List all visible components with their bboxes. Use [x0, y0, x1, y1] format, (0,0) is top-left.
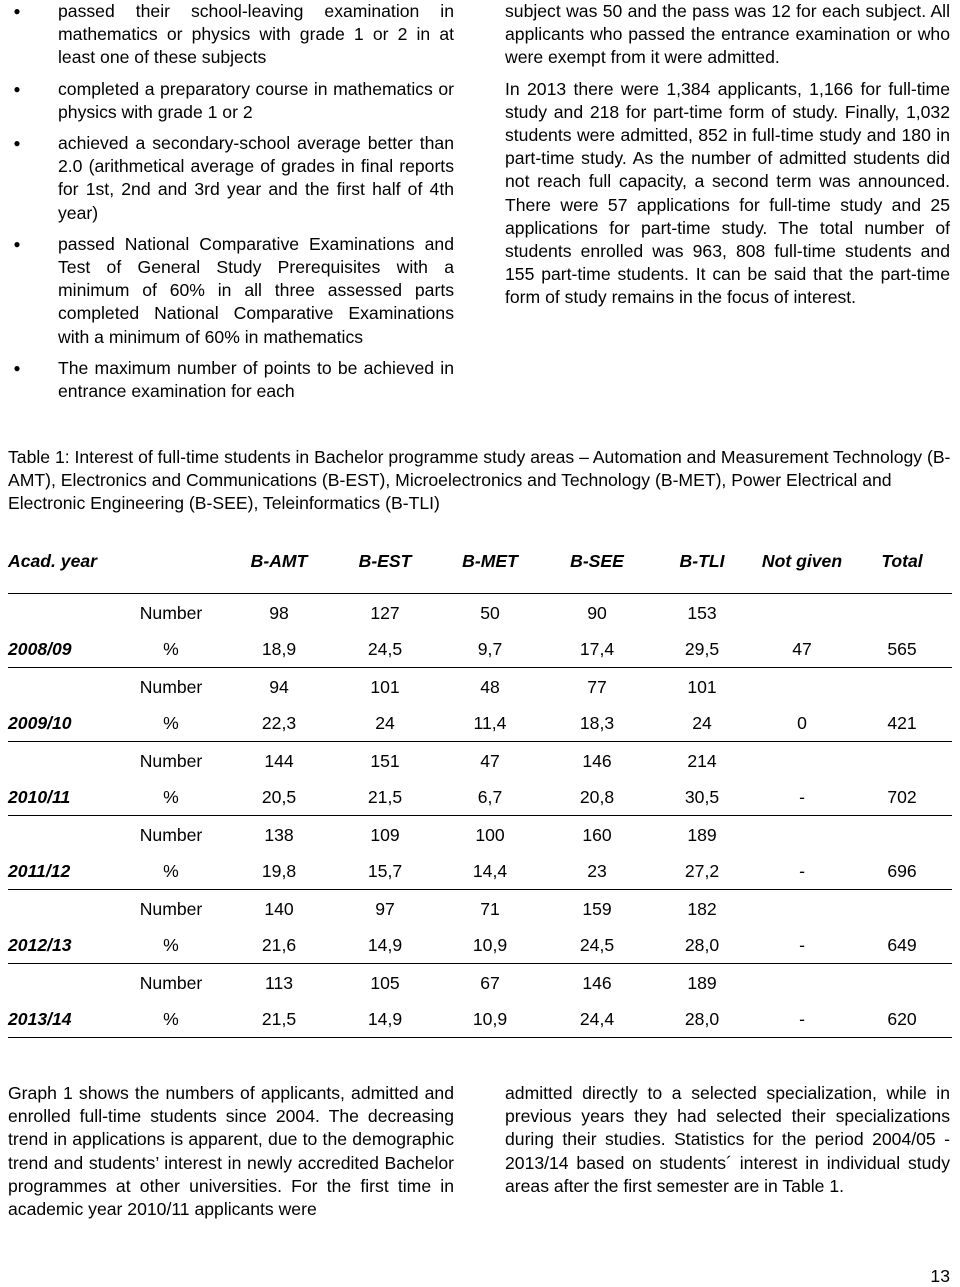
table-cell: 22,3 — [261, 712, 297, 733]
table-cell — [8, 816, 116, 854]
column-header: Acad. year — [8, 551, 97, 571]
table-cell: 48 — [480, 676, 500, 697]
bullet-icon: ● — [13, 360, 21, 375]
table-cell: 101 — [687, 676, 717, 697]
table-cell: % — [163, 934, 179, 955]
table-cell: 14,4 — [472, 860, 508, 881]
table-cell: 160 — [582, 824, 612, 845]
table-cell: - — [799, 860, 805, 881]
table-cell: 90 — [587, 602, 607, 623]
table-cell: 9,7 — [477, 638, 503, 659]
table-cell: 98 — [269, 602, 289, 623]
admission-criteria-list — [8, 0, 454, 403]
table-cell: 47 — [480, 750, 500, 771]
table-cell: 105 — [370, 972, 400, 993]
table-cell: 21,5 — [367, 786, 403, 807]
table-row — [8, 853, 952, 890]
left-column — [8, 0, 454, 411]
list-item: ● completed a preparatory course in mathematics or physics with grade 1 or 2 — [8, 78, 454, 124]
table-cell: 29,5 — [684, 638, 720, 659]
bottom-left-paragraph: Graph 1 shows the numbers of applicants, admitted and enrolled full-time students since 2004. The decreasing trend in applications is apparent, due to the demographic trend and students’ interest in newly accredited Bachelor programmes at other universities. For the first time in academic year 2010/11 applicants were — [8, 1083, 454, 1220]
table-cell: 21,5 — [261, 1008, 297, 1029]
table-cell: 146 — [582, 750, 612, 771]
bullet-icon: ● — [13, 81, 21, 96]
table-cell — [852, 964, 952, 1002]
table-cell: 702 — [887, 786, 917, 807]
table-cell: 0 — [797, 712, 807, 733]
table-cell: 182 — [687, 898, 717, 919]
table-cell: 15,7 — [367, 860, 403, 881]
table-cell: 565 — [887, 638, 917, 659]
table-cell: % — [163, 860, 179, 881]
table-cell — [752, 816, 852, 854]
bullet-icon: ● — [13, 136, 21, 151]
table-row — [8, 964, 952, 1002]
table-cell: - — [799, 786, 805, 807]
table-cell: - — [799, 1008, 805, 1029]
table-cell: 11,4 — [473, 712, 507, 733]
study-areas-table — [8, 530, 952, 1038]
table-cell: 151 — [370, 750, 400, 771]
page-number: 13 — [930, 1266, 950, 1286]
table-cell: 19,8 — [261, 860, 297, 881]
table-cell: 109 — [370, 824, 400, 845]
table-row — [8, 705, 952, 742]
table-cell: % — [163, 1008, 179, 1029]
table-cell: Number — [139, 676, 203, 697]
statistics-paragraph: In 2013 there were 1,384 applicants, 1,166 for full-time study and 218 for part-time form of study. Finally, 1,032 students were admitted, 852 in full-time study and 180 in part-time study. As the number of admitted students did not reach full capacity, a second term was announced. There were 57 applications for full-time study and 25 applications for part-time study. The total number of students enrolled was 963, 808 full-time students and 155 part-time students. It can be said that the part-time form of study remains in the focus of interest. — [505, 78, 950, 308]
table-row — [8, 890, 952, 928]
year-cell: 2011/12 — [8, 860, 71, 881]
table-cell: 127 — [370, 602, 400, 623]
table-body — [8, 594, 952, 1038]
table-cell — [8, 668, 116, 706]
column-header: Total — [881, 551, 923, 571]
table-cell — [752, 964, 852, 1002]
table-cell: 100 — [475, 824, 505, 845]
table-cell: 24,5 — [579, 934, 615, 955]
bottom-right-paragraph: admitted directly to a selected specialization, while in previous years they had selected their specializations during their studies. Statistics for the period 2004/05 - 2013/14 based on students´ interest in individual study areas after the first semester are in Table 1. — [505, 1083, 950, 1196]
table-cell: 28,0 — [684, 934, 720, 955]
column-header: B-SEE — [570, 551, 624, 571]
table-cell: 146 — [582, 972, 612, 993]
continuation-paragraph: subject was 50 and the pass was 12 for each subject. All applicants who passed the entrance examination or who were exempt from it were admitted. — [505, 1, 950, 68]
table-cell: 6,7 — [477, 786, 503, 807]
column-header — [116, 530, 226, 594]
table-cell: 23 — [587, 860, 607, 881]
table-cell: 50 — [480, 602, 500, 623]
table-cell: 10,9 — [472, 934, 508, 955]
table-cell: 28,0 — [684, 1008, 720, 1029]
table-cell — [8, 594, 116, 632]
table-row — [8, 742, 952, 780]
table-cell: 14,9 — [367, 1008, 403, 1029]
list-item: ● passed their school-leaving examination in mathematics or physics with grade 1 or 2 in at least one of these subjects — [8, 0, 454, 70]
table-cell: 14,9 — [367, 934, 403, 955]
table-cell: 101 — [370, 676, 400, 697]
table-cell — [852, 890, 952, 928]
table-cell: 30,5 — [684, 786, 720, 807]
table-row — [8, 668, 952, 706]
list-item: ● achieved a secondary-school average better than 2.0 (arithmetical average of grades in final reports for 1st, 2nd and 3rd year and the first half of 4th year) — [8, 132, 454, 225]
table-row — [8, 779, 952, 816]
table-cell: % — [163, 712, 179, 733]
table-caption: Table 1: Interest of full-time students in Bachelor programme study areas – Automation and Measurement Technology (B-AMT), Electronics and Communications (B-EST), Microelectronics and Technology (B-MET), Power Electrical and Electronic Engineering (B-SEE), Teleinformatics (B-TLI) — [8, 447, 951, 514]
table-row — [8, 1001, 952, 1038]
table-cell: 17,4 — [579, 638, 615, 659]
table-cell: 10,9 — [472, 1008, 508, 1029]
table-cell: 71 — [480, 898, 500, 919]
table-cell: 138 — [264, 824, 294, 845]
table-cell: 421 — [887, 712, 917, 733]
table-cell: 20,8 — [579, 786, 615, 807]
table-cell: % — [163, 786, 179, 807]
table-cell: 97 — [375, 898, 395, 919]
right-column — [505, 0, 950, 310]
table-cell — [752, 890, 852, 928]
column-header: B-TLI — [679, 551, 725, 571]
column-header: Not given — [761, 551, 843, 571]
table-container — [8, 530, 952, 1038]
table-cell: 21,6 — [261, 934, 297, 955]
bullet-icon: ● — [13, 4, 21, 18]
table-cell: Number — [139, 972, 203, 993]
table-row — [8, 594, 952, 632]
year-cell: 2008/09 — [8, 638, 72, 659]
list-item: ● The maximum number of points to be achieved in entrance examination for each — [8, 357, 454, 403]
table-cell — [752, 594, 852, 632]
table-cell: 20,5 — [261, 786, 297, 807]
year-cell: 2012/13 — [8, 934, 72, 955]
table-cell — [8, 890, 116, 928]
bullet-icon: ● — [13, 236, 21, 251]
table-cell: 620 — [887, 1008, 917, 1029]
table-cell — [852, 742, 952, 780]
table-cell — [752, 668, 852, 706]
table-cell: 67 — [480, 972, 500, 993]
table-cell: % — [163, 638, 179, 659]
table-cell: 24,4 — [579, 1008, 615, 1029]
list-item: ● passed National Comparative Examinations and Test of General Study Prerequisites with a minimum of 60% in all three assessed parts completed National Comparative Examinations with a minimum of 60% in mathematics — [8, 233, 454, 349]
table-cell — [852, 816, 952, 854]
table-cell — [852, 668, 952, 706]
table-cell: 214 — [687, 750, 717, 771]
column-header: B-EST — [358, 551, 412, 571]
table-cell: 189 — [687, 824, 717, 845]
table-cell: 18,9 — [261, 638, 297, 659]
table-cell: 113 — [264, 972, 294, 993]
table-cell — [752, 742, 852, 780]
table-cell: 24 — [692, 712, 712, 733]
table-cell: Number — [139, 898, 203, 919]
table-header-row — [8, 530, 952, 594]
table-cell — [8, 742, 116, 780]
table-cell: 24 — [375, 712, 395, 733]
table-cell: - — [799, 934, 805, 955]
table-cell: 189 — [687, 972, 717, 993]
table-cell — [8, 964, 116, 1002]
column-header: B-AMT — [250, 551, 308, 571]
table-cell: 649 — [887, 934, 917, 955]
table-cell: Number — [139, 824, 203, 845]
table-cell: 94 — [269, 676, 289, 697]
table-cell: 27,2 — [684, 860, 720, 881]
table-cell: 140 — [264, 898, 294, 919]
table-cell: 696 — [887, 860, 917, 881]
year-cell: 2009/10 — [8, 712, 72, 733]
table-row — [8, 816, 952, 854]
table-cell — [852, 594, 952, 632]
table-cell: 24,5 — [367, 638, 403, 659]
column-header: B-MET — [462, 551, 518, 571]
table-cell: 18,3 — [579, 712, 615, 733]
table-cell: 153 — [687, 602, 717, 623]
table-cell: Number — [139, 750, 203, 771]
year-cell: 2013/14 — [8, 1008, 72, 1029]
table-cell: Number — [139, 602, 203, 623]
table-cell: 159 — [582, 898, 612, 919]
table-row — [8, 631, 952, 668]
table-cell: 77 — [587, 676, 607, 697]
table-cell: 144 — [264, 750, 294, 771]
table-cell: 47 — [792, 638, 812, 659]
table-row — [8, 927, 952, 964]
year-cell: 2010/11 — [8, 786, 71, 807]
